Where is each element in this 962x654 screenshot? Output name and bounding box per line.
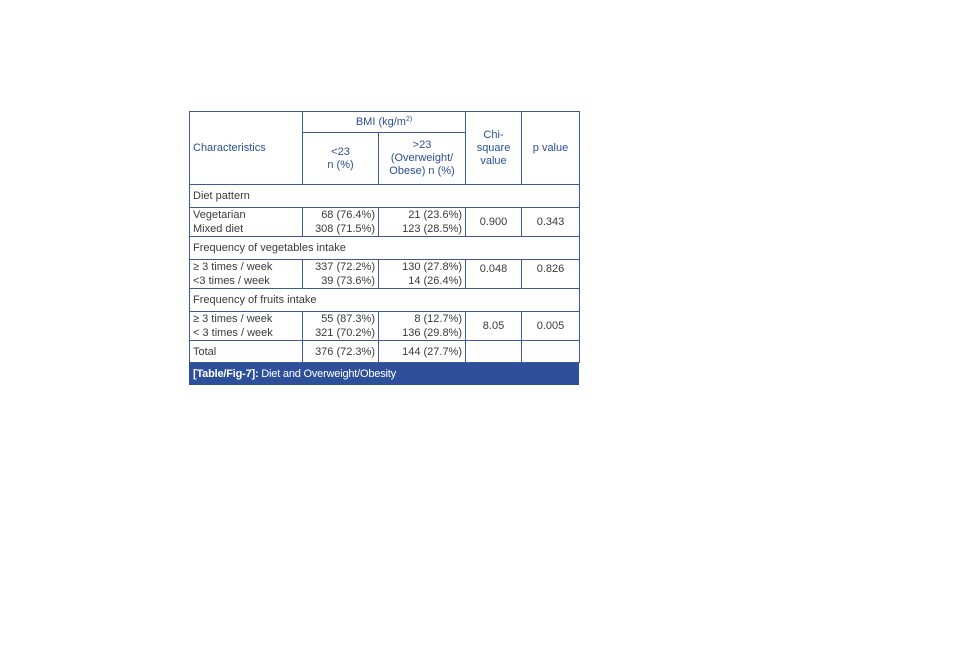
- gt23-line3: Obese) n (%): [389, 165, 455, 177]
- header-p-value: p value: [522, 112, 580, 185]
- header-chi-square: [466, 112, 522, 185]
- header-bmi-lt23: [303, 133, 379, 185]
- chi-line2: square: [476, 141, 511, 154]
- p-value: 0.005: [522, 312, 580, 341]
- section-title: Frequency of fruits intake: [190, 289, 580, 312]
- chi-line3: value: [480, 154, 507, 167]
- total-p-value: [522, 341, 580, 363]
- caption-label: [Table/Fig-7]:: [193, 368, 259, 380]
- gt23-value: 130 (27.8%): [402, 261, 463, 273]
- row-labels: [190, 208, 303, 237]
- table-row: [190, 260, 580, 289]
- lt23-value: 321 (70.2%): [315, 327, 375, 339]
- table-row: [190, 208, 580, 237]
- lt23-values: [303, 260, 379, 289]
- lt23-value: 68 (76.4%): [321, 209, 375, 221]
- lt23-value: 55 (87.3%): [321, 313, 375, 325]
- total-chi-square: [466, 341, 522, 363]
- gt23-line2: (Overweight/: [390, 152, 454, 164]
- gt23-values: [379, 208, 466, 237]
- caption-text: Diet and Overweight/Obesity: [258, 368, 396, 380]
- total-row: [190, 341, 580, 363]
- row-label: ≥ 3 times / week: [193, 313, 273, 325]
- row-label: < 3 times / week: [193, 327, 273, 339]
- chi-line1: Chi-: [483, 128, 504, 141]
- row-label: Mixed diet: [193, 223, 244, 235]
- section-title: Diet pattern: [190, 185, 580, 208]
- chi-square-value: 8.05: [466, 312, 522, 341]
- section-row: [190, 289, 580, 312]
- header-characteristics: Characteristics: [190, 112, 303, 185]
- table-row: [190, 312, 580, 341]
- lt23-line2: n (%): [327, 158, 354, 171]
- gt23-values: [379, 260, 466, 289]
- table-figure: [189, 111, 579, 385]
- gt23-line1: >23: [412, 139, 432, 151]
- gt23-value: 14 (26.4%): [408, 275, 463, 287]
- section-title: Frequency of vegetables intake: [190, 237, 580, 260]
- lt23-value: 308 (71.5%): [315, 223, 375, 235]
- gt23-value: 123 (28.5%): [402, 223, 463, 235]
- p-value: 0.826: [522, 260, 580, 289]
- lt23-line1: <23: [331, 145, 350, 158]
- lt23-value: 337 (72.2%): [315, 261, 375, 273]
- lt23-values: [303, 208, 379, 237]
- row-label: ≥ 3 times / week: [193, 261, 273, 273]
- total-gt23: 144 (27.7%): [379, 341, 466, 363]
- gt23-value: 136 (29.8%): [402, 327, 463, 339]
- bmi-header-text: BMI (kg/m: [355, 115, 406, 128]
- lt23-values: [303, 312, 379, 341]
- header-bmi-gt23: [379, 133, 466, 185]
- row-labels: [190, 312, 303, 341]
- chi-square-value: 0.048: [466, 260, 522, 289]
- gt23-values: [379, 312, 466, 341]
- row-labels: [190, 260, 303, 289]
- p-value: 0.343: [522, 208, 580, 237]
- table-caption: [189, 363, 579, 385]
- section-row: [190, 185, 580, 208]
- total-lt23: 376 (72.3%): [303, 341, 379, 363]
- gt23-value: 21 (23.6%): [408, 209, 463, 221]
- total-label: Total: [190, 341, 303, 363]
- lt23-value: 39 (73.6%): [321, 275, 375, 287]
- gt23-value: 8 (12.7%): [414, 313, 463, 325]
- row-label: Vegetarian: [193, 209, 246, 221]
- bmi-header-superscript: 2): [405, 115, 413, 123]
- diet-bmi-table: [189, 111, 580, 363]
- header-bmi-group: [303, 112, 466, 133]
- row-label: <3 times / week: [193, 275, 270, 287]
- chi-square-value: 0.900: [466, 208, 522, 237]
- section-row: [190, 237, 580, 260]
